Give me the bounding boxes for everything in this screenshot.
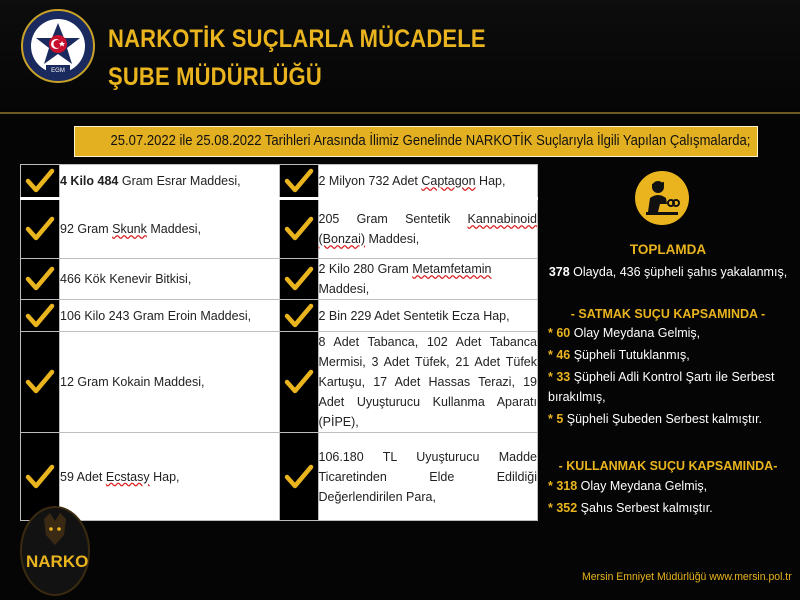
list-item: * 60 Olay Meydana Gelmiş, <box>548 326 701 340</box>
check-cell <box>21 259 60 300</box>
satmak-list <box>548 323 788 431</box>
table-row <box>21 259 538 300</box>
seizure-table <box>20 164 538 521</box>
summary-total: 378 Olayda, 436 şüpheli şahıs yakalanmış, <box>548 265 788 279</box>
check-cell <box>21 165 60 199</box>
summary-title: TOPLAMDA <box>629 242 707 257</box>
seizure-item: 12 Gram Kokain Maddesi, <box>60 332 280 433</box>
gold-checkmark-icon <box>25 168 55 194</box>
gold-checkmark-icon <box>284 266 314 292</box>
seizure-item: 2 Bin 229 Adet Sentetik Ecza Hap, <box>318 300 538 332</box>
gold-checkmark-icon <box>25 303 55 329</box>
gold-checkmark-icon <box>284 369 314 395</box>
seizure-item: 4 Kilo 484 Gram Esrar Maddesi, <box>60 165 280 199</box>
police-emblem-icon <box>20 6 96 102</box>
gold-checkmark-icon <box>25 464 55 490</box>
check-cell <box>279 433 318 521</box>
seizure-item: 466 Kök Kenevir Bitkisi, <box>60 259 280 300</box>
seizure-item: 2 Milyon 732 Adet Captagon Hap, <box>318 165 538 199</box>
emblem-label: EGM <box>51 68 65 74</box>
header-divider <box>0 112 800 114</box>
gold-checkmark-icon <box>284 216 314 242</box>
list-item: * 46 Şüpheli Tutuklanmış, <box>548 348 690 362</box>
banner-text: 25.07.2022 ile 25.08.2022 Tarihleri Arasında İlimiz Genelinde NARKOTİK Suçlarıyla İlgili Yapılan Çalışmalarda; <box>110 133 751 149</box>
gold-checkmark-icon <box>284 168 314 194</box>
seizure-item: 59 Adet Ecstasy Hap, <box>60 433 280 521</box>
table-row <box>21 300 538 332</box>
seizure-item: 92 Gram Skunk Maddesi, <box>60 199 280 259</box>
seizure-item: 106 Kilo 243 Gram Eroin Maddesi, <box>60 300 280 332</box>
gold-checkmark-icon <box>284 464 314 490</box>
check-cell <box>279 259 318 300</box>
list-item: * 33 Şüpheli Adli Kontrol Şartı ile Serbest bırakılmış, <box>548 370 775 404</box>
check-cell <box>21 332 60 433</box>
list-item: * 352 Şahıs Serbest kalmıştır. <box>548 501 713 515</box>
kullanmak-header: - KULLANMAK SUÇU KAPSAMINDA- <box>558 459 778 473</box>
handcuffed-person-icon <box>634 170 690 226</box>
table-row <box>21 332 538 433</box>
header <box>0 0 800 112</box>
gold-checkmark-icon <box>25 369 55 395</box>
narko-logo-icon <box>18 505 92 597</box>
check-cell <box>21 199 60 259</box>
gold-checkmark-icon <box>284 303 314 329</box>
check-cell <box>21 300 60 332</box>
table-row <box>21 165 538 199</box>
check-cell <box>279 332 318 433</box>
kullanmak-list <box>548 476 788 520</box>
footer-credit: Mersin Emniyet Müdürlüğü www.mersin.pol.tr <box>582 571 792 583</box>
list-item: * 318 Olay Meydana Gelmiş, <box>548 479 708 493</box>
check-cell <box>279 199 318 259</box>
seizure-item: 8 Adet Tabanca, 102 Adet Tabanca Mermisi, 3 Adet Tüfek, 21 Adet Tüfek Kartuşu, 17 Adet Hassas Terazi, 19 Adet Uyuşturucu Kullanma Aparatı (PİPE), <box>318 332 538 433</box>
seizure-item: 2 Kilo 280 Gram Metamfetamin Maddesi, <box>318 259 538 300</box>
page-title-line-2: ŞUBE MÜDÜRLÜĞÜ <box>108 63 322 91</box>
check-cell <box>279 300 318 332</box>
seizure-item: 106.180 TL Uyuşturucu Madde Ticaretinden Elde Edildiği Değerlendirilen Para, <box>318 433 538 521</box>
gold-checkmark-icon <box>25 216 55 242</box>
seizure-item: 205 Gram Sentetik Kannabinoid (Bonzai) Maddesi, <box>318 199 538 259</box>
satmak-header: - SATMAK SUÇU KAPSAMINDA - <box>570 307 766 321</box>
table-row <box>21 199 538 259</box>
check-cell <box>279 165 318 199</box>
date-range-banner <box>74 126 758 157</box>
table-row <box>21 433 538 521</box>
page-title-line-1: NARKOTİK SUÇLARLA MÜCADELE <box>108 25 486 53</box>
logo-text: NARKO <box>26 552 89 571</box>
gold-checkmark-icon <box>25 266 55 292</box>
list-item: * 5 Şüpheli Şubeden Serbest kalmıştır. <box>548 412 763 426</box>
